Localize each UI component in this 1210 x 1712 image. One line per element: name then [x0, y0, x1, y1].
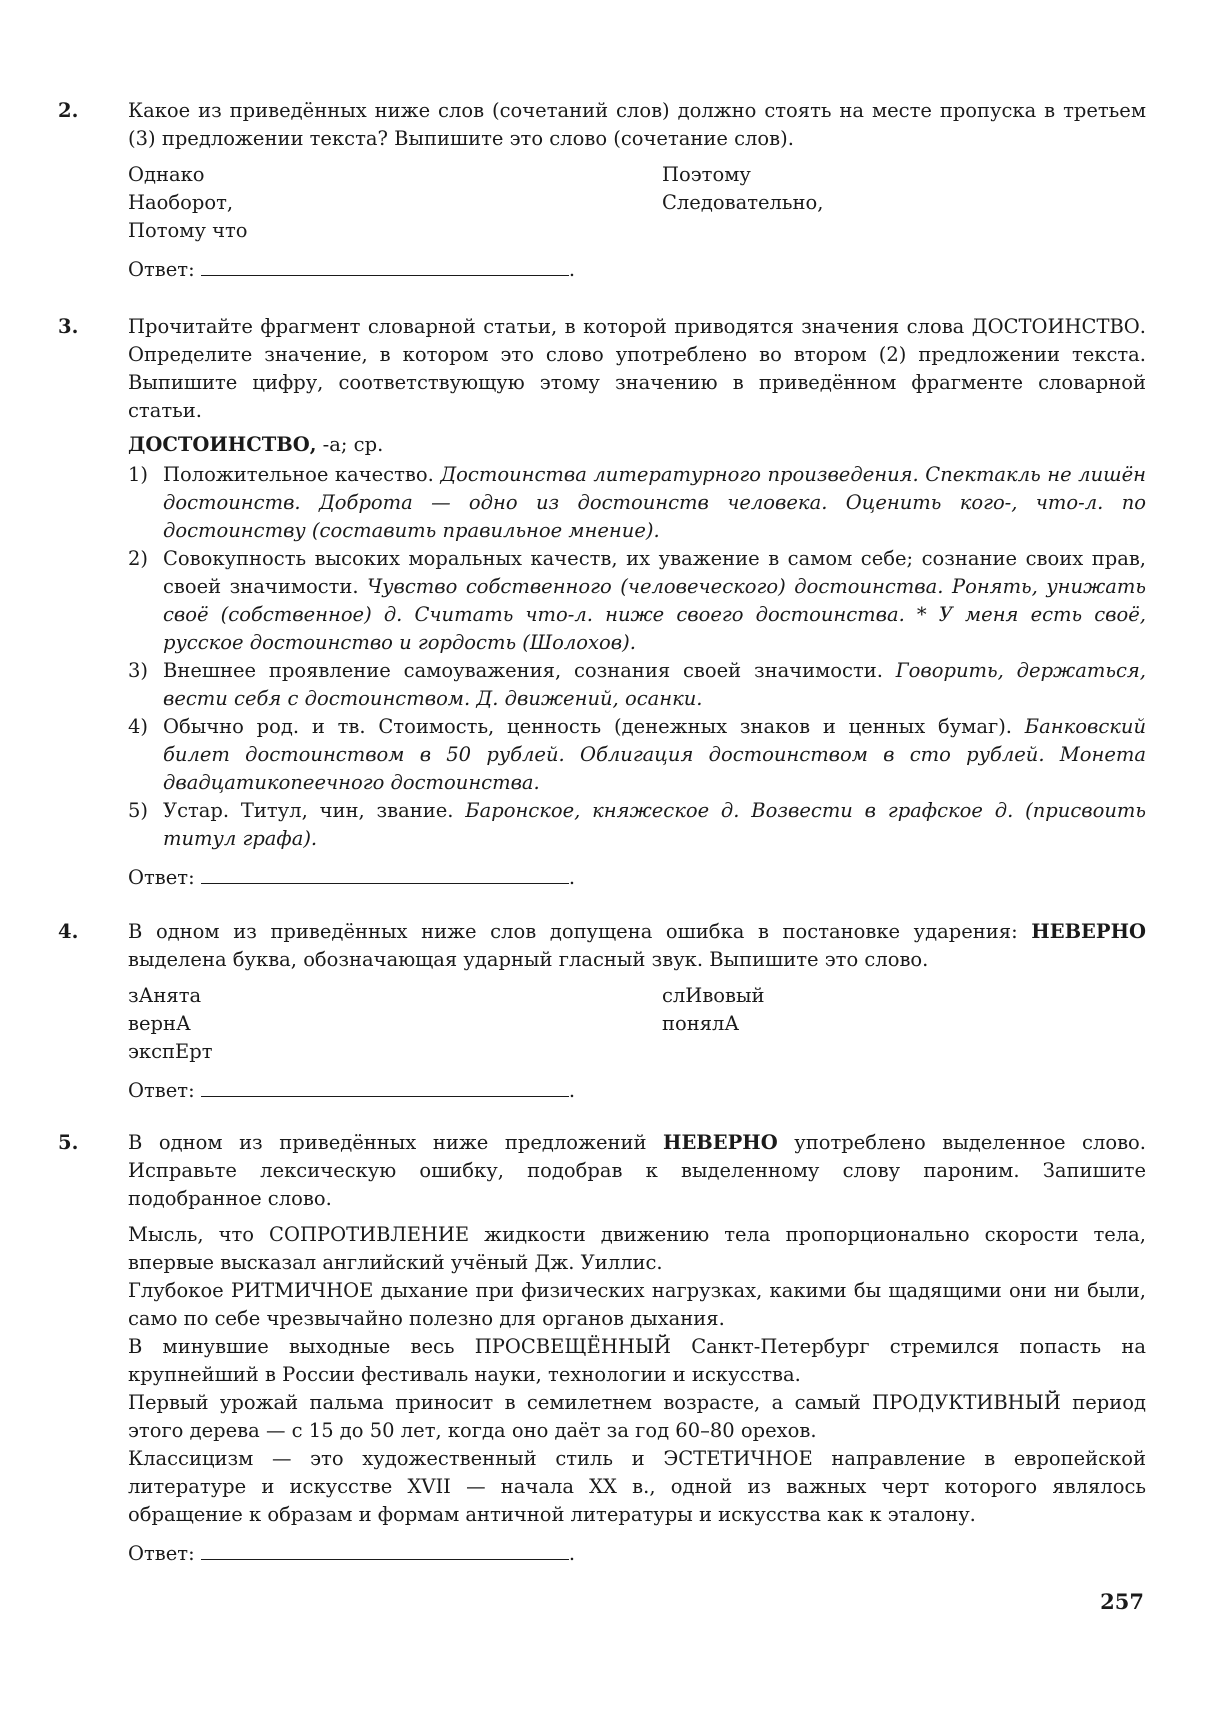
sentence: В минувшие выходные весь ПРОСВЕЩЁННЫЙ Санкт-Петербург стремился попасть на крупнейший в России фестиваль науки, технологии и искусства. [128, 1335, 1146, 1386]
answer-field[interactable] [201, 1539, 569, 1560]
question-emphasis: НЕВЕРНО [1031, 920, 1146, 943]
option: зАнята [128, 984, 202, 1007]
task-5 [58, 1129, 1148, 1568]
sentence: Глубокое РИТМИЧНОЕ дыхание при физических нагрузках, какими бы щадящими они ни были, само по себе чрезвычайно полезно для органов дыхания. [128, 1279, 1146, 1330]
headword-grammar: -а; ср. [316, 433, 384, 456]
answer-label: Ответ: [128, 1542, 195, 1565]
sense-item [128, 797, 1146, 853]
sense-item [128, 545, 1146, 657]
question-emphasis: НЕВЕРНО [663, 1131, 778, 1154]
answer-row: Ответ: . [128, 1076, 1146, 1105]
sense-number: 3) [128, 659, 149, 682]
answer-field[interactable] [201, 1076, 569, 1097]
question-text: употреблено выделенное слово. Исправьте лексическую ошибку, подобрав к выделенному слову пароним. Запишите подобранное слово. [128, 1131, 1146, 1210]
task-number: 2. [58, 99, 79, 122]
answer-field[interactable] [201, 255, 569, 276]
sense-examples: Чувство собственного (человеческого) достоинства. Ронять, унижать своё (собственное) д. Считать что-л. ниже своего достоинства. * У меня есть своё, русское достоинство и гордость (Шолохов). [163, 575, 1146, 654]
sense-examples: Говорить, держаться, вести себя с достоинством. Д. движений, осанки. [163, 659, 1146, 710]
sense-definition: Устар. Титул, чин, звание. [163, 799, 466, 822]
task-number: 5. [58, 1131, 79, 1154]
sense-number: 4) [128, 715, 149, 738]
dictionary-headword [128, 431, 1146, 459]
option: Однако [128, 163, 205, 186]
headword: ДОСТОИНСТВО, [128, 433, 317, 456]
answer-field[interactable] [201, 863, 569, 884]
option: экспЕрт [128, 1040, 213, 1063]
option: Следовательно, [662, 191, 824, 214]
sense-definition: Совокупность высоких моральных качеств, их уважение в самом себе; сознание своих прав, своей значимости. [163, 547, 1146, 598]
sense-number: 5) [128, 799, 149, 822]
task-4 [58, 918, 1148, 1105]
sentence: Классицизм — это художественный стиль и ЭСТЕТИЧНОЕ направление в европейской литературе и искусстве XVII — начала XX в., одной из важных черт которого являлось обращение к образам и формам античной литературы и искусства как к эталону. [128, 1447, 1146, 1526]
task-question [128, 1129, 1146, 1213]
sense-definition: Обычно род. и тв. Стоимость, ценность (денежных знаков и ценных бумаг). [163, 715, 1025, 738]
sense-item [128, 713, 1146, 797]
task-3 [58, 313, 1148, 892]
option: Поэтому [662, 163, 751, 186]
answer-label: Ответ: [128, 866, 195, 889]
question-text: выделена буква, обозначающая ударный гласный звук. Выпишите это слово. [128, 948, 929, 971]
question-text: В одном из приведённых ниже предложений [128, 1131, 664, 1154]
task-question [128, 918, 1146, 974]
task-number: 3. [58, 315, 79, 338]
sense-examples: Достоинства литературного произведения. Спектакль не лишён достоинств. Доброта — одно из достоинств человека. Оценить кого-, что-л. по достоинству (составить правильное мнение). [163, 463, 1146, 542]
answer-label: Ответ: [128, 1079, 195, 1102]
task-question: Прочитайте фрагмент словарной статьи, в которой приводятся значения слова ДОСТОИНСТВО. Определите значение, в котором это слово употреблено во втором (2) предложении текста. Выпишите цифру, соответствующую этому значению в приведённом фрагменте словарной статьи. [128, 315, 1146, 422]
sense-item [128, 657, 1146, 713]
options-list [128, 982, 1146, 1066]
sense-number: 2) [128, 547, 149, 570]
answer-row: Ответ: . [128, 863, 1146, 892]
answer-row: Ответ: . [128, 255, 1146, 284]
sentences-list [128, 1221, 1146, 1529]
answer-row: Ответ: . [128, 1539, 1146, 1568]
page-number: 257 [1100, 1589, 1144, 1614]
task-question: Какое из приведённых ниже слов (сочетаний слов) должно стоять на месте пропуска в третьем (3) предложении текста? Выпишите это слово (сочетание слов). [128, 99, 1146, 150]
task-2 [58, 97, 1148, 284]
dictionary-senses [128, 461, 1146, 853]
option: понялА [662, 1012, 740, 1035]
sense-examples: Банковский билет достоинством в 50 рублей. Облигация достоинством в сто рублей. Монета двадцатикопеечного достоинства. [163, 715, 1146, 794]
question-text: В одном из приведённых ниже слов допущена ошибка в постановке ударения: [128, 920, 1032, 943]
option: слИвовый [662, 984, 765, 1007]
answer-label: Ответ: [128, 258, 195, 281]
options-list [128, 161, 1146, 245]
sentence: Мысль, что СОПРОТИВЛЕНИЕ жидкости движению тела пропорционально скорости тела, впервые высказал английский учёный Дж. Уиллис. [128, 1223, 1146, 1274]
sense-definition: Положительное качество. [163, 463, 441, 486]
option: Наоборот, [128, 191, 234, 214]
option: Потому что [128, 219, 248, 242]
task-number: 4. [58, 920, 79, 943]
sense-number: 1) [128, 463, 149, 486]
sense-definition: Внешнее проявление самоуважения, сознания своей значимости. [163, 659, 896, 682]
sense-examples: Баронское, княжеское д. Возвести в графское д. (присвоить титул графа). [163, 799, 1146, 850]
option: вернА [128, 1012, 191, 1035]
sense-item [128, 461, 1146, 545]
sentence: Первый урожай пальма приносит в семилетнем возрасте, а самый ПРОДУКТИВНЫЙ период этого дерева — с 15 до 50 лет, когда оно даёт за год 60–80 орехов. [128, 1391, 1146, 1442]
